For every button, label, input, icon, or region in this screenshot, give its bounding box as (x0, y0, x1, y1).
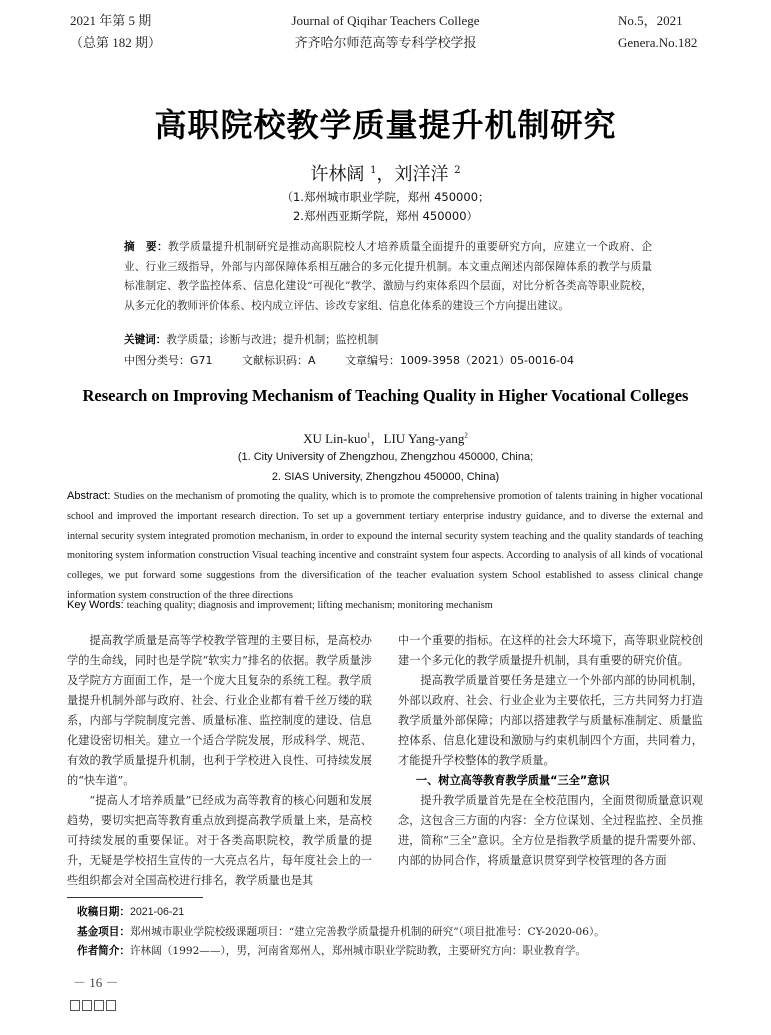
author-bio-label: 作者简介： (77, 945, 130, 957)
received-label: 收稿日期： (77, 906, 130, 918)
issue-year: 2021 年第 5 期 (70, 13, 152, 28)
issue-total: （总第 182 期） (70, 35, 162, 50)
body-paragraph: 提高教学质量首要任务是建立一个外部内部的协同机制，外部以政府、社会、行业企业为主要依托，三方共同努力打造教学质量外部保障；内部以搭建教学与质量标准制定、质量监控体系、信息化建设和激励与约束机制四个方面，共同着力，才能提升学校整体的教学质量。 (398, 674, 703, 767)
issue-no: No.5，2021 (618, 13, 683, 28)
article-number: 文章编号：1009-3958（2021）05-0016-04 (345, 354, 574, 367)
body-paragraph: 提高教学质量是高等学校教学管理的主要目标，是高校办学的生命线，同时也是学院“软实力”排名的依据。教学质量涉及学院方方面面工作，是一个庞大且复杂的系统工程。教学质量提升机制外部与政府、社会、行业企业都有着千丝万缕的联系，内部与学院制度完善、质量标准、监控制度的建设、信息化建设密切相关。建立一个适合学院发展，形成科学、规范、有效的教学质量提升机制，也利于学校进入良性、可持续发展的“快车道”。 (67, 634, 372, 787)
body-paragraph: “提高人才培养质量”已经成为高等教育的核心问题和发展趋势，要切实把高等教育重点放到提高教学质量上来，是高校可持续发展的重要保证。对于各类高职院校，教学质量的提升，无疑是学校招生宣传的一大亮点名片，每年度社会上的一些组织都会对全国高校进行排名，教学质量也是其 (67, 794, 372, 887)
abstract-label: 摘 要： (124, 241, 169, 253)
abstract-en-text: Studies on the mechanism of promoting the quality, which is to promote the comprehensive promotion of talents training in higher vocational school and improved the important research direction. To set up a government tertiary enterprise industry guidance, and to diverse the external and internal security system integrated promotion mechanism, in order to expound the internal security system teaching and the quality standards of teaching monitoring system information construction Visual teaching incentive and constraint system four aspects. According to analysis of all kinds of vocational colleges, we put forward some suggestions from the diversification of the teacher evaluation system School established to assess clinical change information system construction of the three directions (67, 491, 703, 601)
journal-name-cn: 齐齐哈尔师范高等专科学校学报 (294, 35, 477, 50)
keywords-en (67, 599, 703, 611)
footnote-author (77, 943, 586, 958)
keywords-label: 关键词： (124, 334, 167, 346)
document-code: 文献标识码：A (242, 354, 316, 367)
general-no: Genera.No.182 (618, 35, 698, 50)
missing-glyph-boxes (70, 1000, 116, 1011)
body-column-left (67, 631, 372, 891)
author-2-en-mark: 2 (464, 431, 468, 440)
author-1-mark: 1 (370, 165, 377, 176)
glyph-box (70, 1000, 80, 1011)
author-2: 刘洋洋 (394, 164, 449, 185)
keywords-text: 教学质量；诊断与改进；提升机制；监控机制 (166, 334, 379, 346)
abstract-en (67, 487, 703, 606)
received-date: 2021-06-21 (129, 906, 185, 918)
glyph-box (106, 1000, 116, 1011)
author-bio-text: 许林阔（1992——），男，河南省郑州人，郑州城市职业学院助教，主要研究方向：职业教育学。 (129, 945, 586, 957)
keywords-cn (124, 332, 652, 347)
author-1-en-mark: 1 (367, 431, 371, 440)
authors-cn (0, 160, 771, 186)
abstract-text: 教学质量提升机制研究是推动高职院校人才培养质量全面提升的重要研究方向，应建立一个政府、企业、行业三级指导，外部与内部保障体系相互融合的多元化提升机制。本文重点阐述内部保障体系的教学与质量标准制定、教学监控体系、信息化建设“可视化”教学、激励与约束体系四个层面，对比分析各类高等职业院校，从多元化的教师评价体系、校内成立评估、诊改专家组、信息化体系的建设三个方向提出建议。 (124, 241, 653, 312)
author-2-en: LIU Yang-yang (383, 431, 465, 446)
journal-name-en: Journal of Qiqihar Teachers College (291, 13, 480, 28)
authors-en (0, 428, 771, 447)
footnote-received (77, 904, 184, 919)
affiliations-cn (0, 188, 771, 226)
abstract-cn (124, 238, 652, 316)
fund-text: 郑州城市职业学院校级课题项目：“建立完善教学质量提升机制的研究”（项目批准号：CY-2020-06）。 (129, 926, 605, 938)
author-2-mark: 2 (454, 165, 461, 176)
author-separator: ， (376, 164, 395, 185)
abstract-en-label: Abstract: (67, 490, 114, 502)
footnote-divider (67, 897, 203, 898)
body-paragraph: 提升教学质量首先是在全校范围内，全面贯彻质量意识观念，这包含三方面的内容：全方位谋划、全过程监控、全员推进，简称“三全”意识。全方位是指教学质量的提升需要外部、内部的协同合作，将质量意识贯穿到学校管理的各方面 (398, 794, 703, 867)
affiliation-1: （1.郑州城市职业学院，郑州 450000； (281, 190, 490, 204)
paper-title-cn: 高职院校教学质量提升机制研究 (154, 106, 617, 144)
fund-label: 基金项目： (77, 926, 130, 938)
glyph-box (82, 1000, 92, 1011)
affiliation-2: 2.郑州西亚斯学院，郑州 450000） (292, 209, 479, 223)
keywords-en-label: Key Words: (67, 599, 127, 611)
body-column-right (398, 631, 703, 871)
keywords-en-text: teaching quality; diagnosis and improvement; lifting mechanism; monitoring mechanism (126, 600, 493, 611)
classification-line (124, 352, 600, 368)
author-1: 许林阔 (310, 164, 365, 185)
page-number: － 16 － (73, 975, 119, 990)
body-paragraph-continued: 中一个重要的指标。在这样的社会大环境下，高等职业院校创建一个多元化的教学质量提升机制，具有重要的研究价值。 (398, 634, 703, 667)
affiliation-1-en: (1. City University of Zhengzhou, Zhengzhou 450000, China; (237, 451, 534, 463)
issue-number (618, 10, 697, 54)
paper-title-en: Research on Improving Mechanism of Teaching Quality in Higher Vocational Colleges (82, 386, 689, 405)
affiliations-en (0, 448, 771, 487)
clc-number: 中图分类号：G71 (124, 354, 213, 367)
affiliation-2-en: 2. SIAS University, Zhengzhou 450000, China) (271, 470, 500, 483)
footnote-fund (77, 924, 605, 939)
glyph-box (94, 1000, 104, 1011)
section-heading: 一、树立高等教育教学质量“三全”意识 (415, 774, 610, 787)
author-1-en: XU Lin-kuo (303, 431, 367, 446)
author-separator-en: ， (370, 431, 384, 446)
